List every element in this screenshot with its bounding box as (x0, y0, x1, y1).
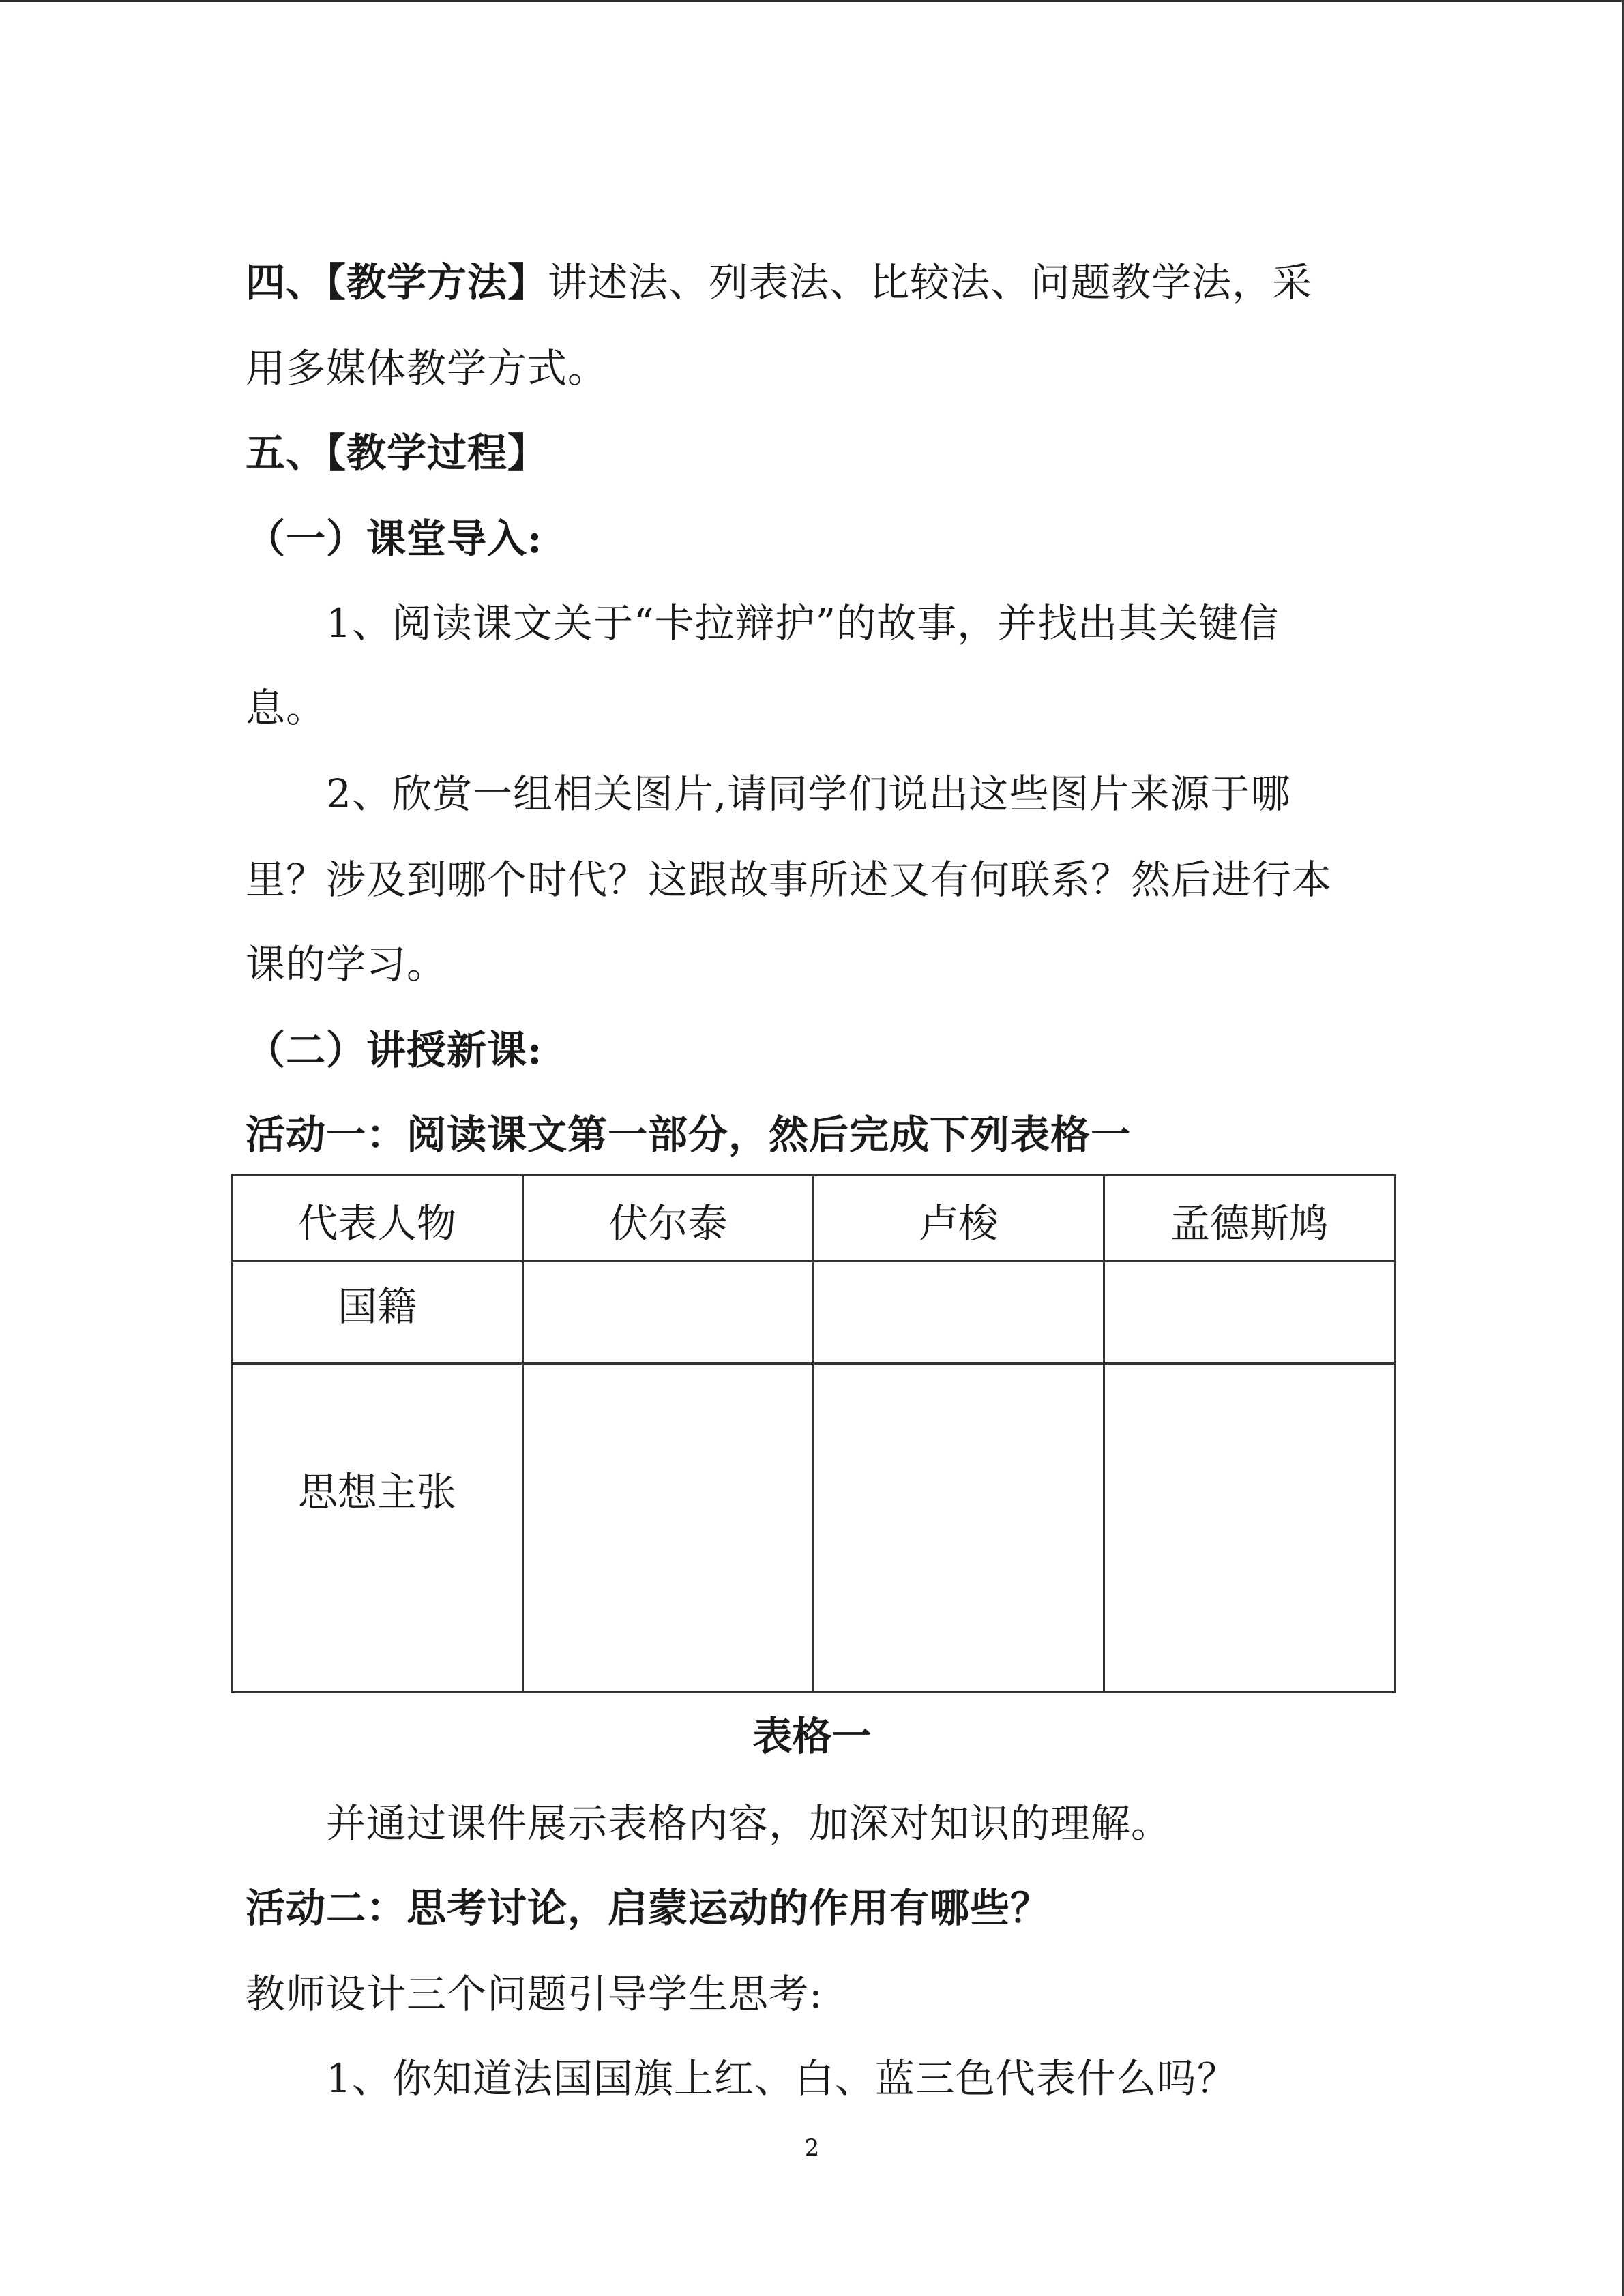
table-caption: 表格一 (752, 1713, 872, 1759)
intro-item-1-line-1: 1、阅读课文关于“卡拉辩护”的故事，并找出其关键信 (326, 600, 1280, 646)
cell-ideas-montesquieu (1104, 1364, 1396, 1693)
activity-one-heading: 活动一：阅读课文第一部分，然后完成下列表格一 (246, 1112, 1132, 1158)
page-number: 2 (804, 2134, 820, 2162)
intro-item-2-line-2: 里？涉及到哪个时代？这跟故事所述又有何联系？然后进行本 (246, 856, 1333, 903)
new-lesson-heading: （二）讲授新课: (246, 1027, 543, 1073)
cell-nationality-rousseau (814, 1262, 1104, 1364)
teaching-methods-heading: 四、【教学方法】 (246, 259, 548, 305)
intro-item-2-line-3: 课的学习。 (246, 941, 447, 987)
activity-two-heading: 活动二：思考讨论，启蒙运动的作用有哪些？ (246, 1885, 1051, 1931)
intro-item-1-line-2: 息。 (246, 685, 327, 731)
teaching-process-heading: 五、【教学过程】 (246, 430, 548, 476)
table-row-ideas (232, 1364, 1396, 1693)
cell-nationality-montesquieu (1104, 1262, 1396, 1364)
header-cell-montesquieu: 孟德斯鸠 (1104, 1176, 1396, 1262)
row-label-nationality: 国籍 (232, 1262, 523, 1364)
table-row-nationality (232, 1262, 1396, 1364)
teaching-methods-text: 讲述法、列表法、比较法、问题教学法，采 (548, 259, 1313, 305)
cell-ideas-voltaire (523, 1364, 814, 1693)
header-cell-representative: 代表人物 (232, 1176, 523, 1262)
cell-nationality-voltaire (523, 1262, 814, 1364)
class-intro-heading: （一）课堂导入: (246, 516, 543, 562)
thinkers-table (231, 1174, 1394, 1691)
intro-item-2-line-1: 2、欣赏一组相关图片,请同学们说出这些图片来源于哪 (326, 771, 1291, 817)
courseware-note: 并通过课件展示表格内容，加深对知识的理解。 (326, 1800, 1172, 1847)
table-header-row (232, 1176, 1396, 1262)
teacher-questions-intro: 教师设计三个问题引导学生思考: (246, 1971, 823, 2017)
question-1: 1、你知道法国国旗上红、白、蓝三色代表什么吗？ (326, 2055, 1237, 2102)
cell-ideas-rousseau (814, 1364, 1104, 1693)
teaching-methods-line-2: 用多媒体教学方式。 (246, 345, 608, 391)
page-edge-top (0, 0, 1624, 2)
teaching-methods-line-1 (246, 255, 1312, 310)
header-cell-voltaire: 伏尔泰 (523, 1176, 814, 1262)
header-cell-rousseau: 卢梭 (814, 1176, 1104, 1262)
row-label-ideas: 思想主张 (232, 1364, 523, 1693)
